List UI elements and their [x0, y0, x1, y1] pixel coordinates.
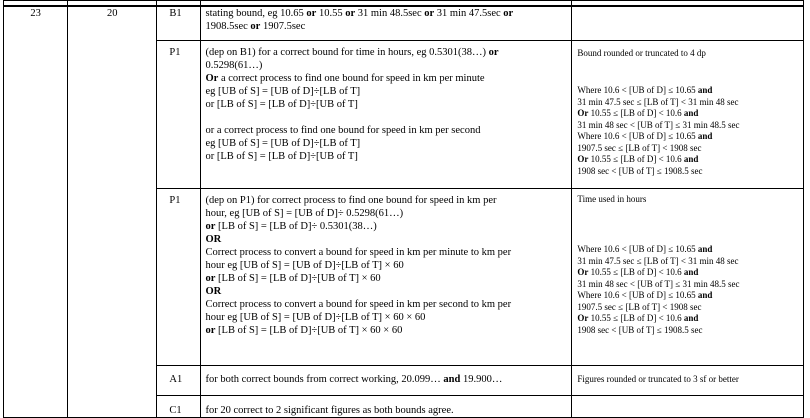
text-run: 1907.5 sec ≤ [LB of T] < 1908 sec	[577, 301, 702, 312]
guidance-line	[577, 290, 800, 302]
bold-keyword: or	[306, 8, 317, 19]
text-run: Bound rounded or truncated to 4 dp	[577, 47, 706, 58]
guidance-line	[577, 194, 800, 206]
text-run: (dep on P1) for correct process to find one bound for speed in km per	[205, 194, 497, 206]
text-run: for both correct bounds from correct working, 20.099…	[205, 373, 444, 385]
mark-code: C1	[157, 395, 201, 417]
guidance-line	[577, 279, 800, 291]
bold-keyword: and	[697, 85, 713, 95]
bold-keyword: or	[503, 8, 514, 19]
bold-keyword: or	[345, 8, 356, 19]
mark-code: B1	[157, 6, 201, 40]
scheme-line	[205, 72, 567, 85]
text-run: 31 min 48 sec < [UB of T] ≤ 31 min 48.5 sec	[577, 278, 740, 289]
guidance-line	[577, 267, 800, 279]
scheme-line	[205, 207, 567, 220]
guidance-text	[572, 188, 804, 365]
text-run: [LB of S] = [LB of D]÷[UB of T] × 60	[215, 272, 381, 284]
text-run: for 20 correct to 2 significant figures as both bounds agree.	[205, 404, 454, 416]
guidance-text	[572, 6, 804, 40]
guidance-line	[577, 374, 800, 386]
text-run: 10.55 ≤ [LB of D] < 10.6	[588, 313, 684, 323]
text-run: 31 min 47.5sec	[434, 8, 504, 19]
text-run: Where 10.6 < [UB of D] ≤ 10.65	[577, 244, 698, 254]
text-run: Where 10.6 < [UB of D] ≤ 10.65	[577, 131, 698, 141]
text-run: 1907.5sec	[260, 21, 306, 32]
guidance-line	[577, 166, 800, 178]
scheme-line	[205, 246, 567, 259]
guidance-text	[572, 365, 804, 395]
scheme-line	[205, 111, 567, 124]
scheme-text	[201, 188, 572, 365]
scheme-line	[205, 59, 567, 72]
scheme-text	[201, 365, 572, 395]
guidance-line	[577, 143, 800, 155]
text-run: 10.55 ≤ [LB of D] < 10.6	[588, 108, 684, 118]
text-run: hour, eg [UB of S] = [UB of D]÷ 0.5298(61…)	[205, 207, 404, 219]
scheme-text	[201, 395, 572, 417]
scheme-line	[205, 272, 567, 285]
mark-code: P1	[157, 40, 201, 188]
text-run: 0.5298(61…)	[205, 59, 263, 71]
scheme-line	[205, 46, 567, 59]
bold-keyword: or	[205, 324, 216, 336]
text-run: Where 10.6 < [UB of D] ≤ 10.65	[577, 290, 698, 300]
text-run: Time used in hours	[577, 193, 647, 204]
scheme-line	[205, 7, 567, 20]
bold-keyword: Or	[577, 313, 589, 323]
bold-keyword: or	[205, 272, 216, 284]
guidance-line	[577, 97, 800, 109]
guidance-line	[577, 85, 800, 97]
text-run: 1908 sec < [UB of T] ≤ 1908.5 sec	[577, 324, 703, 335]
text-run: Correct process to convert a bound for speed in km per minute to km per	[205, 246, 512, 258]
bold-keyword: and	[697, 244, 713, 254]
scheme-line	[205, 373, 567, 386]
scheme-line	[205, 194, 567, 207]
text-run: hour eg [UB of S] = [UB of D]÷[LB of T] × 60 × 60	[205, 311, 426, 323]
scheme-line	[205, 150, 567, 163]
bold-keyword: Or	[577, 267, 589, 277]
guidance-line	[577, 120, 800, 132]
text-run: or a correct process to find one bound for speed in km per second	[205, 124, 481, 136]
scheme-line	[205, 311, 567, 324]
bold-keyword: or	[424, 8, 435, 19]
scheme-line	[205, 124, 567, 137]
guidance-line	[577, 48, 800, 60]
bold-keyword: or	[205, 220, 216, 232]
bold-keyword: Or	[577, 108, 589, 118]
bold-keyword: and	[683, 267, 699, 277]
scheme-line	[205, 220, 567, 233]
guidance-line	[577, 302, 800, 314]
guidance-line	[577, 325, 800, 337]
scheme-line	[205, 98, 567, 111]
text-run: [LB of S] = [LB of D]÷[UB of T] × 60 × 60	[215, 324, 403, 336]
bold-keyword: and	[697, 290, 713, 300]
bold-keyword: and	[683, 108, 699, 118]
text-run: stating bound, eg 10.65	[205, 8, 307, 19]
bold-keyword: Or	[205, 72, 219, 84]
text-run: Figures rounded or truncated to 3 sf or better	[577, 373, 739, 384]
scheme-line	[205, 137, 567, 150]
text-run: 1908 sec < [UB of T] ≤ 1908.5 sec	[577, 165, 703, 176]
scheme-line	[205, 233, 567, 246]
guidance-line	[577, 205, 800, 218]
bold-keyword: OR	[205, 285, 222, 297]
text-run: (dep on B1) for a correct bound for time in hours, eg 0.5301(38…)	[205, 46, 489, 58]
bold-keyword: OR	[205, 233, 222, 245]
text-run: Where 10.6 < [UB of D] ≤ 10.65	[577, 85, 698, 95]
guidance-line	[577, 59, 800, 72]
text-run: 1908.5sec	[205, 21, 251, 32]
guidance-line	[577, 244, 800, 256]
mark-code: A1	[157, 365, 201, 395]
text-run: 31 min 48.5sec	[355, 8, 425, 19]
text-run: 10.55	[316, 8, 346, 19]
bold-keyword: Or	[577, 154, 589, 164]
scheme-text	[201, 6, 572, 40]
scheme-line	[205, 324, 567, 337]
text-run: hour eg [UB of S] = [UB of D]÷[LB of T] × 60	[205, 259, 404, 271]
text-run: 31 min 48 sec < [UB of T] ≤ 31 min 48.5 sec	[577, 119, 740, 130]
text-run: 31 min 47.5 sec ≤ [LB of T] < 31 min 48 sec	[577, 255, 739, 266]
guidance-line	[577, 154, 800, 166]
guidance-line	[577, 256, 800, 268]
mark-scheme-table	[3, 0, 804, 418]
bold-keyword: or	[250, 21, 261, 32]
text-run: 1907.5 sec ≤ [LB of T] < 1908 sec	[577, 142, 702, 153]
text-run: or [LB of S] = [LB of D]÷[UB of T]	[205, 98, 358, 110]
bold-keyword: and	[683, 154, 699, 164]
guidance-line	[577, 131, 800, 143]
scheme-line	[205, 85, 567, 98]
text-run: eg [UB of S] = [UB of D]÷[LB of T]	[205, 137, 361, 149]
text-run: 10.55 ≤ [LB of D] < 10.6	[588, 154, 684, 164]
text-run: Correct process to convert a bound for speed in km per second to km per	[205, 298, 512, 310]
guidance-text	[572, 40, 804, 188]
question-number: 23	[4, 6, 68, 417]
answer-value: 20	[68, 6, 157, 417]
text-run: 19.900…	[460, 373, 503, 385]
text-run: or [LB of S] = [LB of D]÷[UB of T]	[205, 150, 358, 162]
scheme-line	[205, 298, 567, 311]
guidance-line	[577, 313, 800, 325]
scheme-line	[205, 285, 567, 298]
text-run: eg [UB of S] = [UB of D]÷[LB of T]	[205, 85, 361, 97]
text-run: 10.55 ≤ [LB of D] < 10.6	[588, 267, 684, 277]
scheme-line	[205, 404, 567, 417]
guidance-line	[577, 72, 800, 85]
bold-keyword: and	[697, 131, 713, 141]
bold-keyword: and	[443, 373, 461, 385]
text-run: a correct process to find one bound for speed in km per minute	[218, 72, 485, 84]
guidance-line	[577, 218, 800, 231]
text-run: 31 min 47.5 sec ≤ [LB of T] < 31 min 48 sec	[577, 96, 739, 107]
text-run: [LB of S] = [LB of D]÷ 0.5301(38…)	[215, 220, 377, 232]
bold-keyword: or	[488, 46, 499, 58]
table-row	[4, 6, 804, 40]
scheme-text	[201, 40, 572, 188]
scheme-line	[205, 20, 567, 33]
guidance-line	[577, 108, 800, 120]
mark-code: P1	[157, 188, 201, 365]
guidance-text	[572, 395, 804, 417]
scheme-line	[205, 259, 567, 272]
bold-keyword: and	[683, 313, 699, 323]
guidance-line	[577, 231, 800, 244]
